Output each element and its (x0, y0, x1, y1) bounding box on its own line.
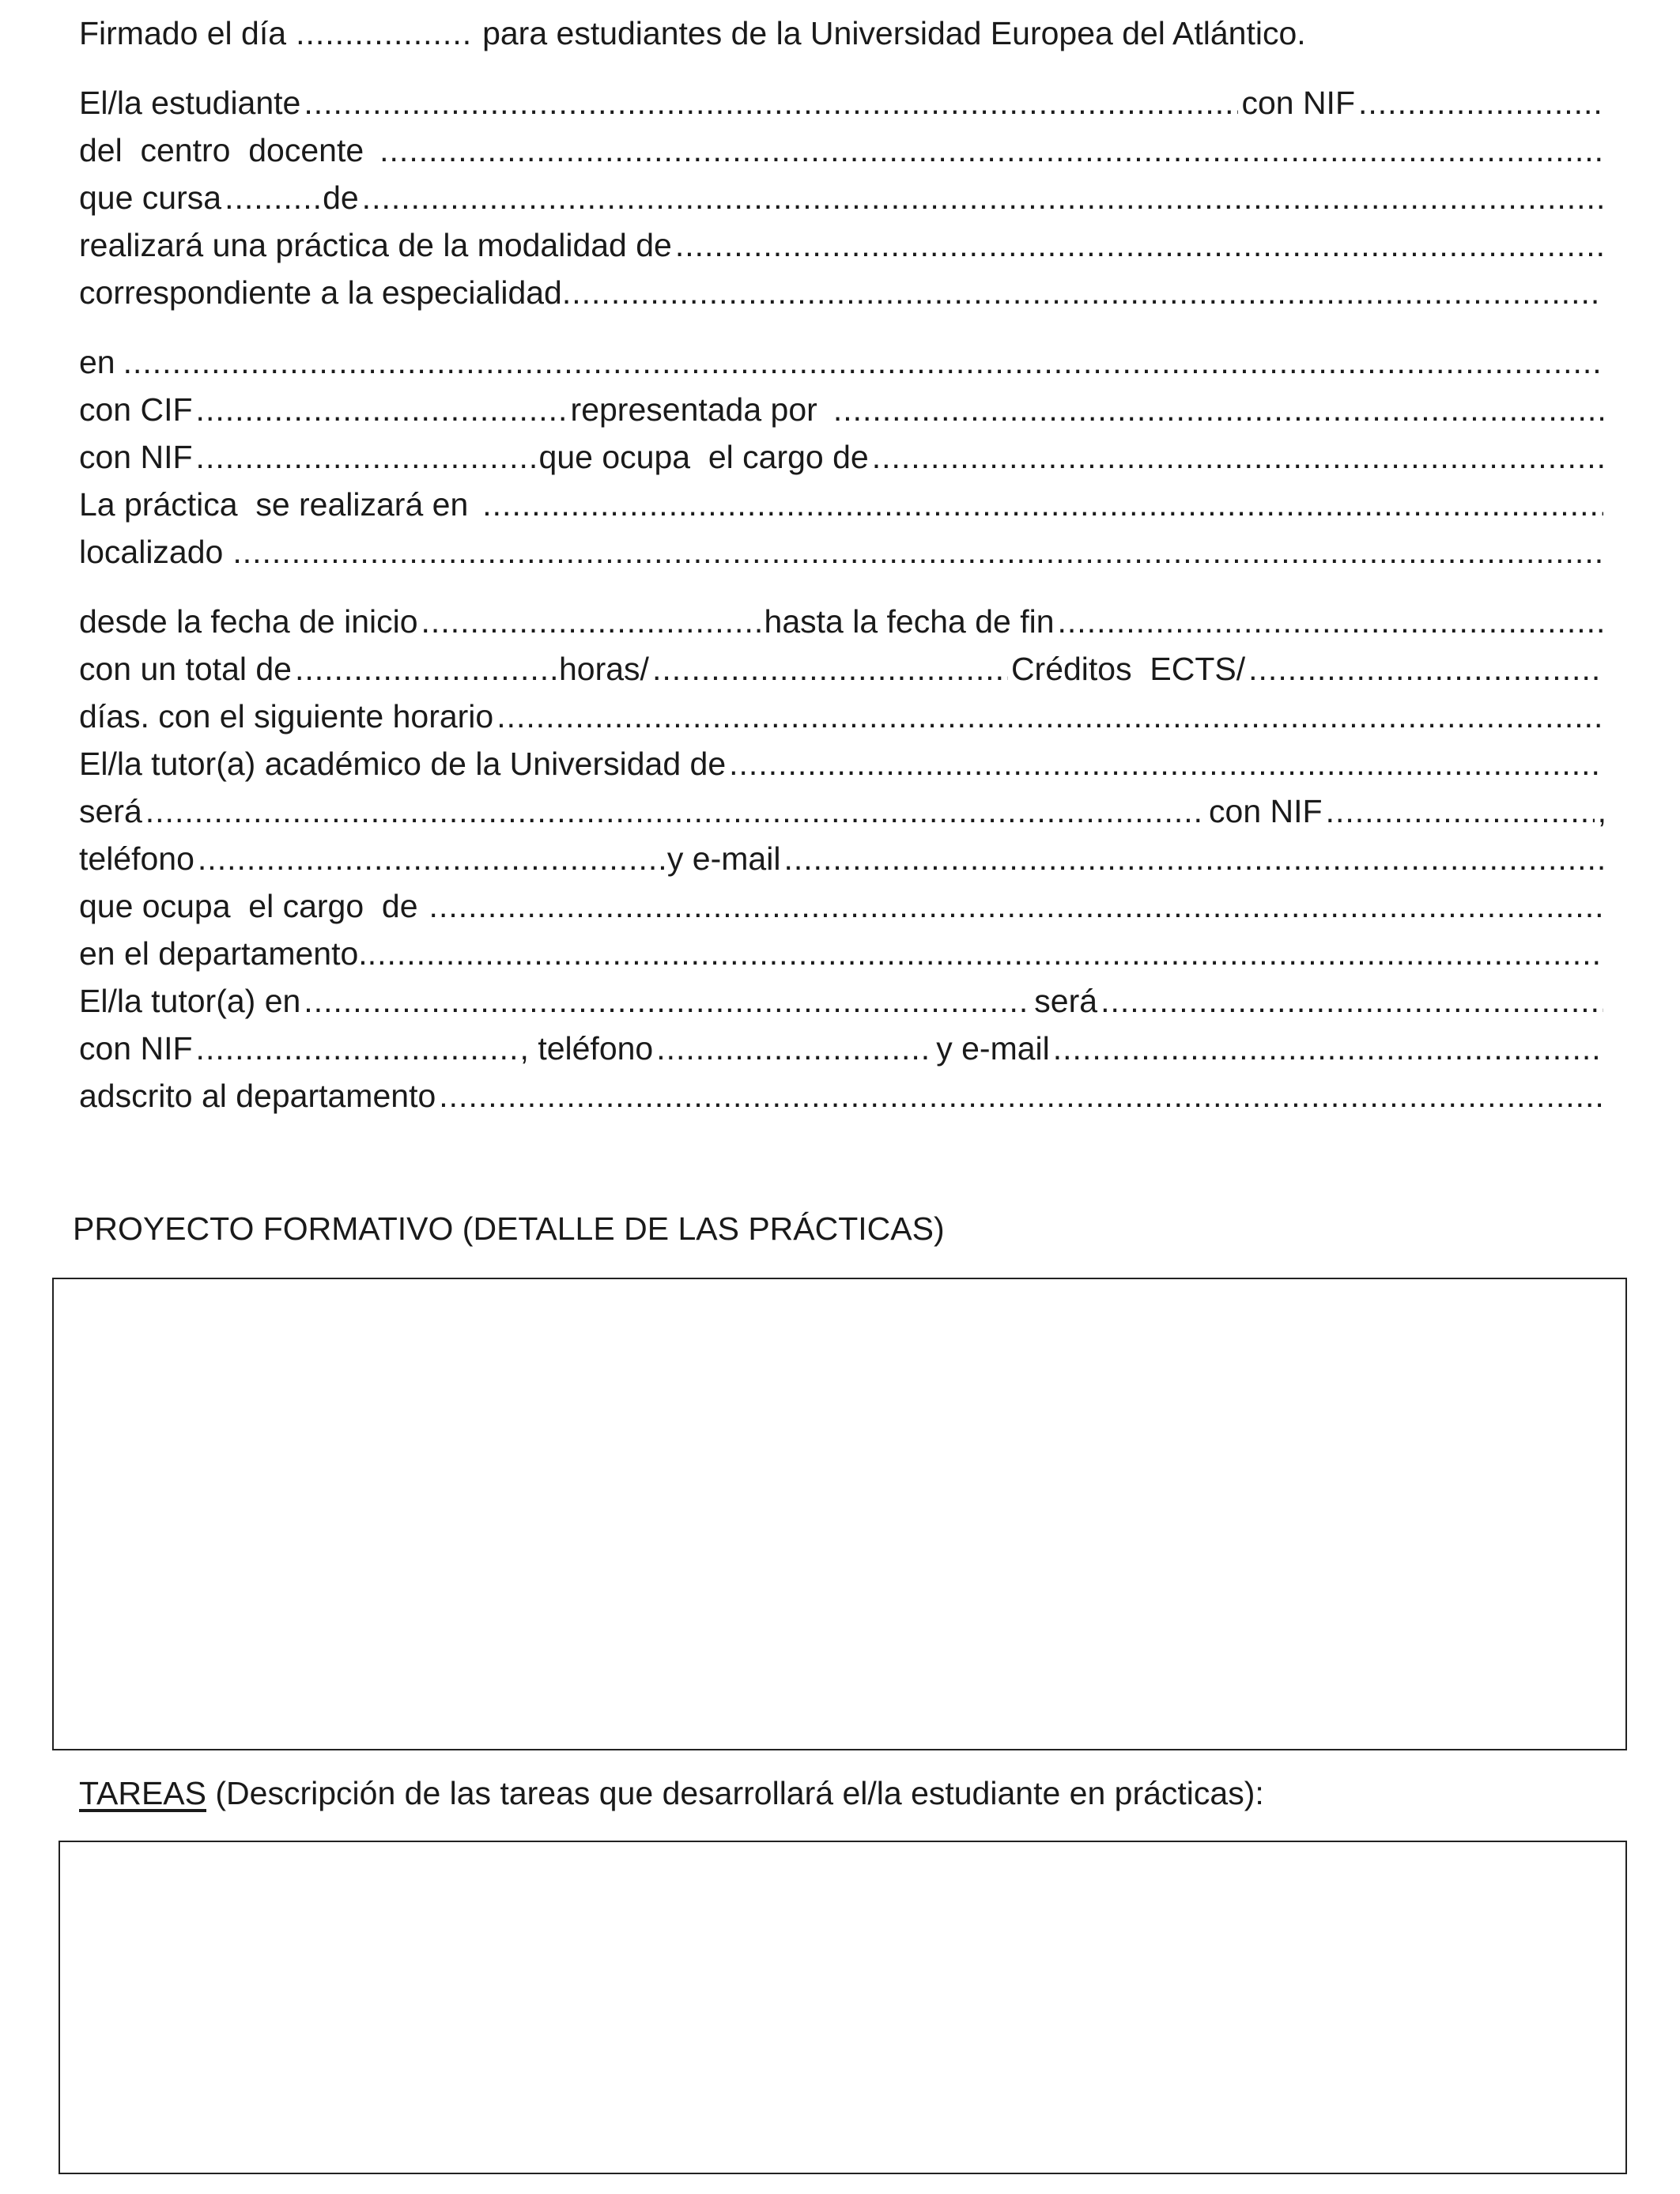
schedule-blank[interactable] (496, 693, 1603, 740)
proyecto-formativo-box[interactable] (52, 1278, 1627, 1750)
signature-date-line (79, 9, 1606, 59)
academic-phone-blank[interactable] (198, 835, 664, 882)
company-tutor-phone-blank[interactable] (656, 1025, 933, 1072)
place-blank[interactable] (482, 481, 1603, 528)
tareas-label: TAREAS (79, 1775, 206, 1811)
company-tutor-line (79, 977, 1606, 1026)
academic-tutor-label: El/la tutor(a) académico de la Universidad de (79, 746, 727, 782)
academic-nif-blank[interactable] (1326, 787, 1595, 835)
cif-line (79, 386, 1606, 435)
comma: , (1597, 793, 1606, 829)
dates-line (79, 598, 1606, 647)
position-blank[interactable] (872, 433, 1603, 481)
modality-label: realizará una práctica de la modalidad de (79, 227, 672, 263)
company-tutor-org-blank[interactable] (304, 977, 1031, 1025)
representative-nif-line (79, 433, 1606, 482)
academic-position-label: que ocupa el cargo de (79, 888, 418, 924)
academic-email-blank[interactable] (783, 835, 1603, 882)
academic-tutor-line (79, 740, 1606, 789)
academic-nif-label: con NIF (1209, 793, 1323, 829)
student-label: El/la estudiante (79, 85, 301, 121)
university-text: para estudiantes de la Universidad Europea del Atlántico. (482, 15, 1306, 51)
hours-label: horas/ (558, 651, 649, 687)
academic-contact-line (79, 835, 1606, 884)
company-tutor-name-blank[interactable] (1100, 977, 1603, 1025)
end-date-blank[interactable] (1058, 598, 1603, 645)
course-label: que cursa (79, 179, 222, 216)
specialty-line (79, 269, 1606, 318)
company-tutor-will-be-label: será (1034, 983, 1098, 1019)
location-label: localizado (79, 534, 224, 570)
place-label: La práctica se realizará en (79, 486, 469, 523)
academic-department-line (79, 930, 1606, 979)
tareas-description: (Descripción de las tareas que desarrollará el/la estudiante en prácticas): (215, 1775, 1264, 1811)
start-date-blank[interactable] (421, 598, 761, 645)
location-blank[interactable] (232, 528, 1603, 576)
company-tutor-department-line (79, 1072, 1606, 1121)
tareas-heading (79, 1769, 1264, 1817)
total-label: con un total de (79, 651, 292, 687)
course-line (79, 174, 1606, 223)
academic-phone-label: teléfono (79, 840, 194, 877)
company-line (79, 338, 1606, 387)
end-date-label: hasta la fecha de fin (764, 603, 1055, 640)
student-nif-blank[interactable] (1358, 79, 1603, 127)
specialty-label: correspondiente a la especialidad (79, 274, 562, 311)
academic-tutor-name-blank[interactable] (145, 787, 1206, 835)
cif-label: con CIF (79, 391, 193, 428)
company-tutor-department-blank[interactable] (439, 1072, 1603, 1120)
company-tutor-nif-label: con NIF (79, 1030, 193, 1067)
hours-blank[interactable] (295, 645, 556, 693)
cif-blank[interactable] (196, 386, 568, 433)
academic-university-blank[interactable] (729, 740, 1603, 787)
centre-line (79, 127, 1606, 176)
credits-blank[interactable] (652, 645, 1008, 693)
company-tutor-label: El/la tutor(a) en (79, 983, 301, 1019)
place-line (79, 481, 1606, 530)
academic-department-blank[interactable] (368, 930, 1603, 977)
represented-by-label: representada por (570, 391, 817, 428)
schedule-label: días. con el siguiente horario (79, 698, 494, 734)
centre-label: del centro docente (79, 132, 364, 168)
hours-line (79, 645, 1606, 694)
nif-label: con NIF (1241, 85, 1355, 121)
days-blank[interactable] (1248, 645, 1603, 693)
academic-position-line (79, 882, 1606, 931)
schedule-line (79, 693, 1606, 742)
academic-will-be-label: será (79, 793, 142, 829)
course-of-label: de (323, 179, 359, 216)
representative-nif-blank[interactable] (196, 433, 536, 481)
company-tutor-email-blank[interactable] (1053, 1025, 1603, 1072)
course-name-blank[interactable] (362, 174, 1603, 221)
student-name-blank[interactable] (304, 79, 1238, 127)
date-blank[interactable] (296, 9, 470, 57)
centre-blank[interactable] (379, 127, 1603, 174)
company-tutor-nif-blank[interactable] (196, 1025, 520, 1072)
academic-tutor-name-line (79, 787, 1606, 836)
position-label: que ocupa el cargo de (538, 439, 869, 475)
specialty-blank[interactable] (562, 269, 1603, 316)
proyecto-formativo-title: PROYECTO FORMATIVO (DETALLE DE LAS PRÁCTICAS) (73, 1210, 945, 1247)
company-blank[interactable] (123, 338, 1603, 386)
academic-position-blank[interactable] (429, 882, 1603, 930)
location-line (79, 528, 1606, 577)
representative-blank[interactable] (833, 386, 1603, 433)
course-year-blank[interactable] (225, 174, 319, 221)
student-name-line (79, 79, 1606, 128)
company-tutor-email-label: y e-mail (936, 1030, 1050, 1067)
modality-line (79, 221, 1606, 270)
signed-day-label: Firmado el día (79, 15, 287, 51)
ects-label: Créditos ECTS/ (1010, 651, 1246, 687)
representative-nif-label: con NIF (79, 439, 193, 475)
modality-blank[interactable] (675, 221, 1603, 269)
company-tutor-department-label: adscrito al departamento (79, 1078, 436, 1114)
start-date-label: desde la fecha de inicio (79, 603, 418, 640)
tareas-box[interactable] (59, 1841, 1627, 2174)
company-tutor-phone-label: , teléfono (519, 1030, 654, 1067)
academic-department-label: en el departamento. (79, 935, 368, 972)
academic-email-label: y e-mail (666, 840, 781, 877)
company-tutor-contact-line (79, 1025, 1606, 1074)
company-en-label: en (79, 344, 115, 380)
